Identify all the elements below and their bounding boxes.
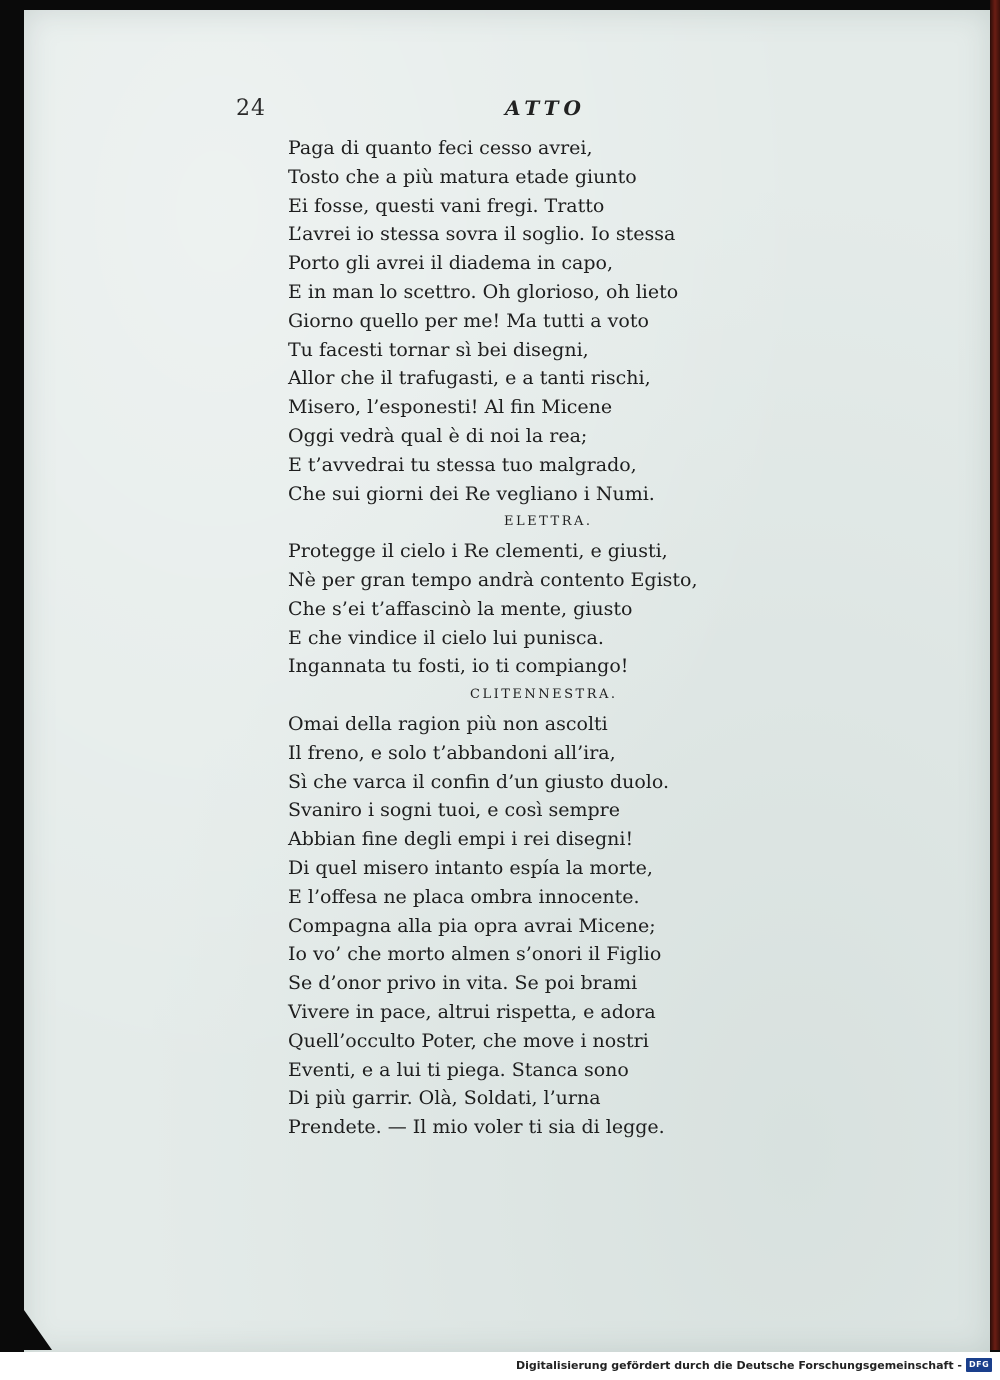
verse-line: Paga di quanto feci cesso avrei, — [288, 137, 593, 159]
verse-line: Ingannata tu fosti, io ti compiango! — [288, 655, 629, 678]
dfg-logo-icon[interactable] — [966, 1358, 992, 1372]
dfg-logo-text: DFG — [969, 1360, 990, 1369]
verse-line: Porto gli avrei il diadema in capo, — [288, 252, 614, 275]
verse-line: Quell’occulto Poter, che move i nostri — [288, 1029, 649, 1052]
page-corner-fold — [24, 1310, 52, 1350]
verse-text — [288, 134, 788, 1142]
verse-line: Che s’ei t’affascinò la mente, giusto — [288, 597, 633, 620]
verse-line: Ei fosse, questi vani fregi. Tratto — [288, 194, 605, 217]
verse-line: Nè per gran tempo andrà contento Egisto, — [288, 568, 698, 591]
verse-line: Di quel misero intanto espía la morte, — [288, 856, 653, 879]
speaker-name-elettra: ELETTRA. — [504, 514, 593, 530]
verse-line: Se d’onor privo in vita. Se poi brami — [288, 972, 638, 995]
verse-line: Io vo’ che morto almen s’onori il Figlio — [288, 943, 662, 966]
verse-line: Il freno, e solo t’abbandoni all’ira, — [288, 741, 616, 764]
verse-line: Tu facesti tornar sì bei disegni, — [288, 338, 589, 361]
verse-line: Svaniro i sogni tuoi, e così sempre — [288, 799, 620, 822]
footer-bar — [0, 1352, 1000, 1380]
verse-line: Oggi vedrà qual è di noi la rea; — [288, 424, 588, 447]
verse-line: Sì che varca il confin d’un giusto duolo. — [288, 770, 670, 793]
verse-line: L’avrei io stessa sovra il soglio. Io stessa — [288, 223, 676, 246]
verse-line: Eventi, e a lui ti piega. Stanca sono — [288, 1058, 629, 1081]
verse-line: Di più garrir. Olà, Soldati, l’urna — [288, 1087, 601, 1110]
verse-line: Giorno quello per me! Ma tutti a voto — [288, 309, 649, 332]
verse-line: Protegge il cielo i Re clementi, e giusti, — [288, 540, 668, 563]
funding-credit: Digitalisierung gefördert durch die Deutsche Forschungsgemeinschaft - — [515, 1359, 962, 1372]
verse-line: Compagna alla pia opra avrai Micene; — [288, 914, 656, 937]
verse-line: E t’avvedrai tu stessa tuo malgrado, — [288, 453, 637, 476]
speaker-name-clitennestra: CLITENNESTRA. — [470, 687, 618, 703]
verse-line: Omai della ragion più non ascolti — [288, 712, 608, 735]
book-spine-edge — [990, 0, 1000, 1350]
verse-line: Allor che il trafugasti, e a tanti rischi, — [288, 367, 651, 390]
verse-line: Che sui giorni dei Re vegliano i Numi. — [288, 482, 655, 505]
running-head: ATTO — [505, 96, 586, 120]
verse-line: E l’offesa ne placa ombra innocente. — [288, 885, 640, 908]
page-number: 24 — [236, 96, 266, 121]
verse-line: Vivere in pace, altrui rispetta, e adora — [288, 1000, 656, 1023]
verse-line: Prendete. — Il mio voler ti sia di legge. — [288, 1116, 665, 1139]
verse-line: E che vindice il cielo lui punisca. — [288, 626, 604, 649]
verse-line: Abbian fine degli empi i rei disegni! — [288, 828, 634, 851]
verse-line: E in man lo scettro. Oh glorioso, oh lieto — [288, 280, 679, 303]
verse-line: Misero, l’esponesti! Al fin Micene — [288, 396, 613, 419]
verse-line: Tosto che a più matura etade giunto — [288, 165, 637, 188]
